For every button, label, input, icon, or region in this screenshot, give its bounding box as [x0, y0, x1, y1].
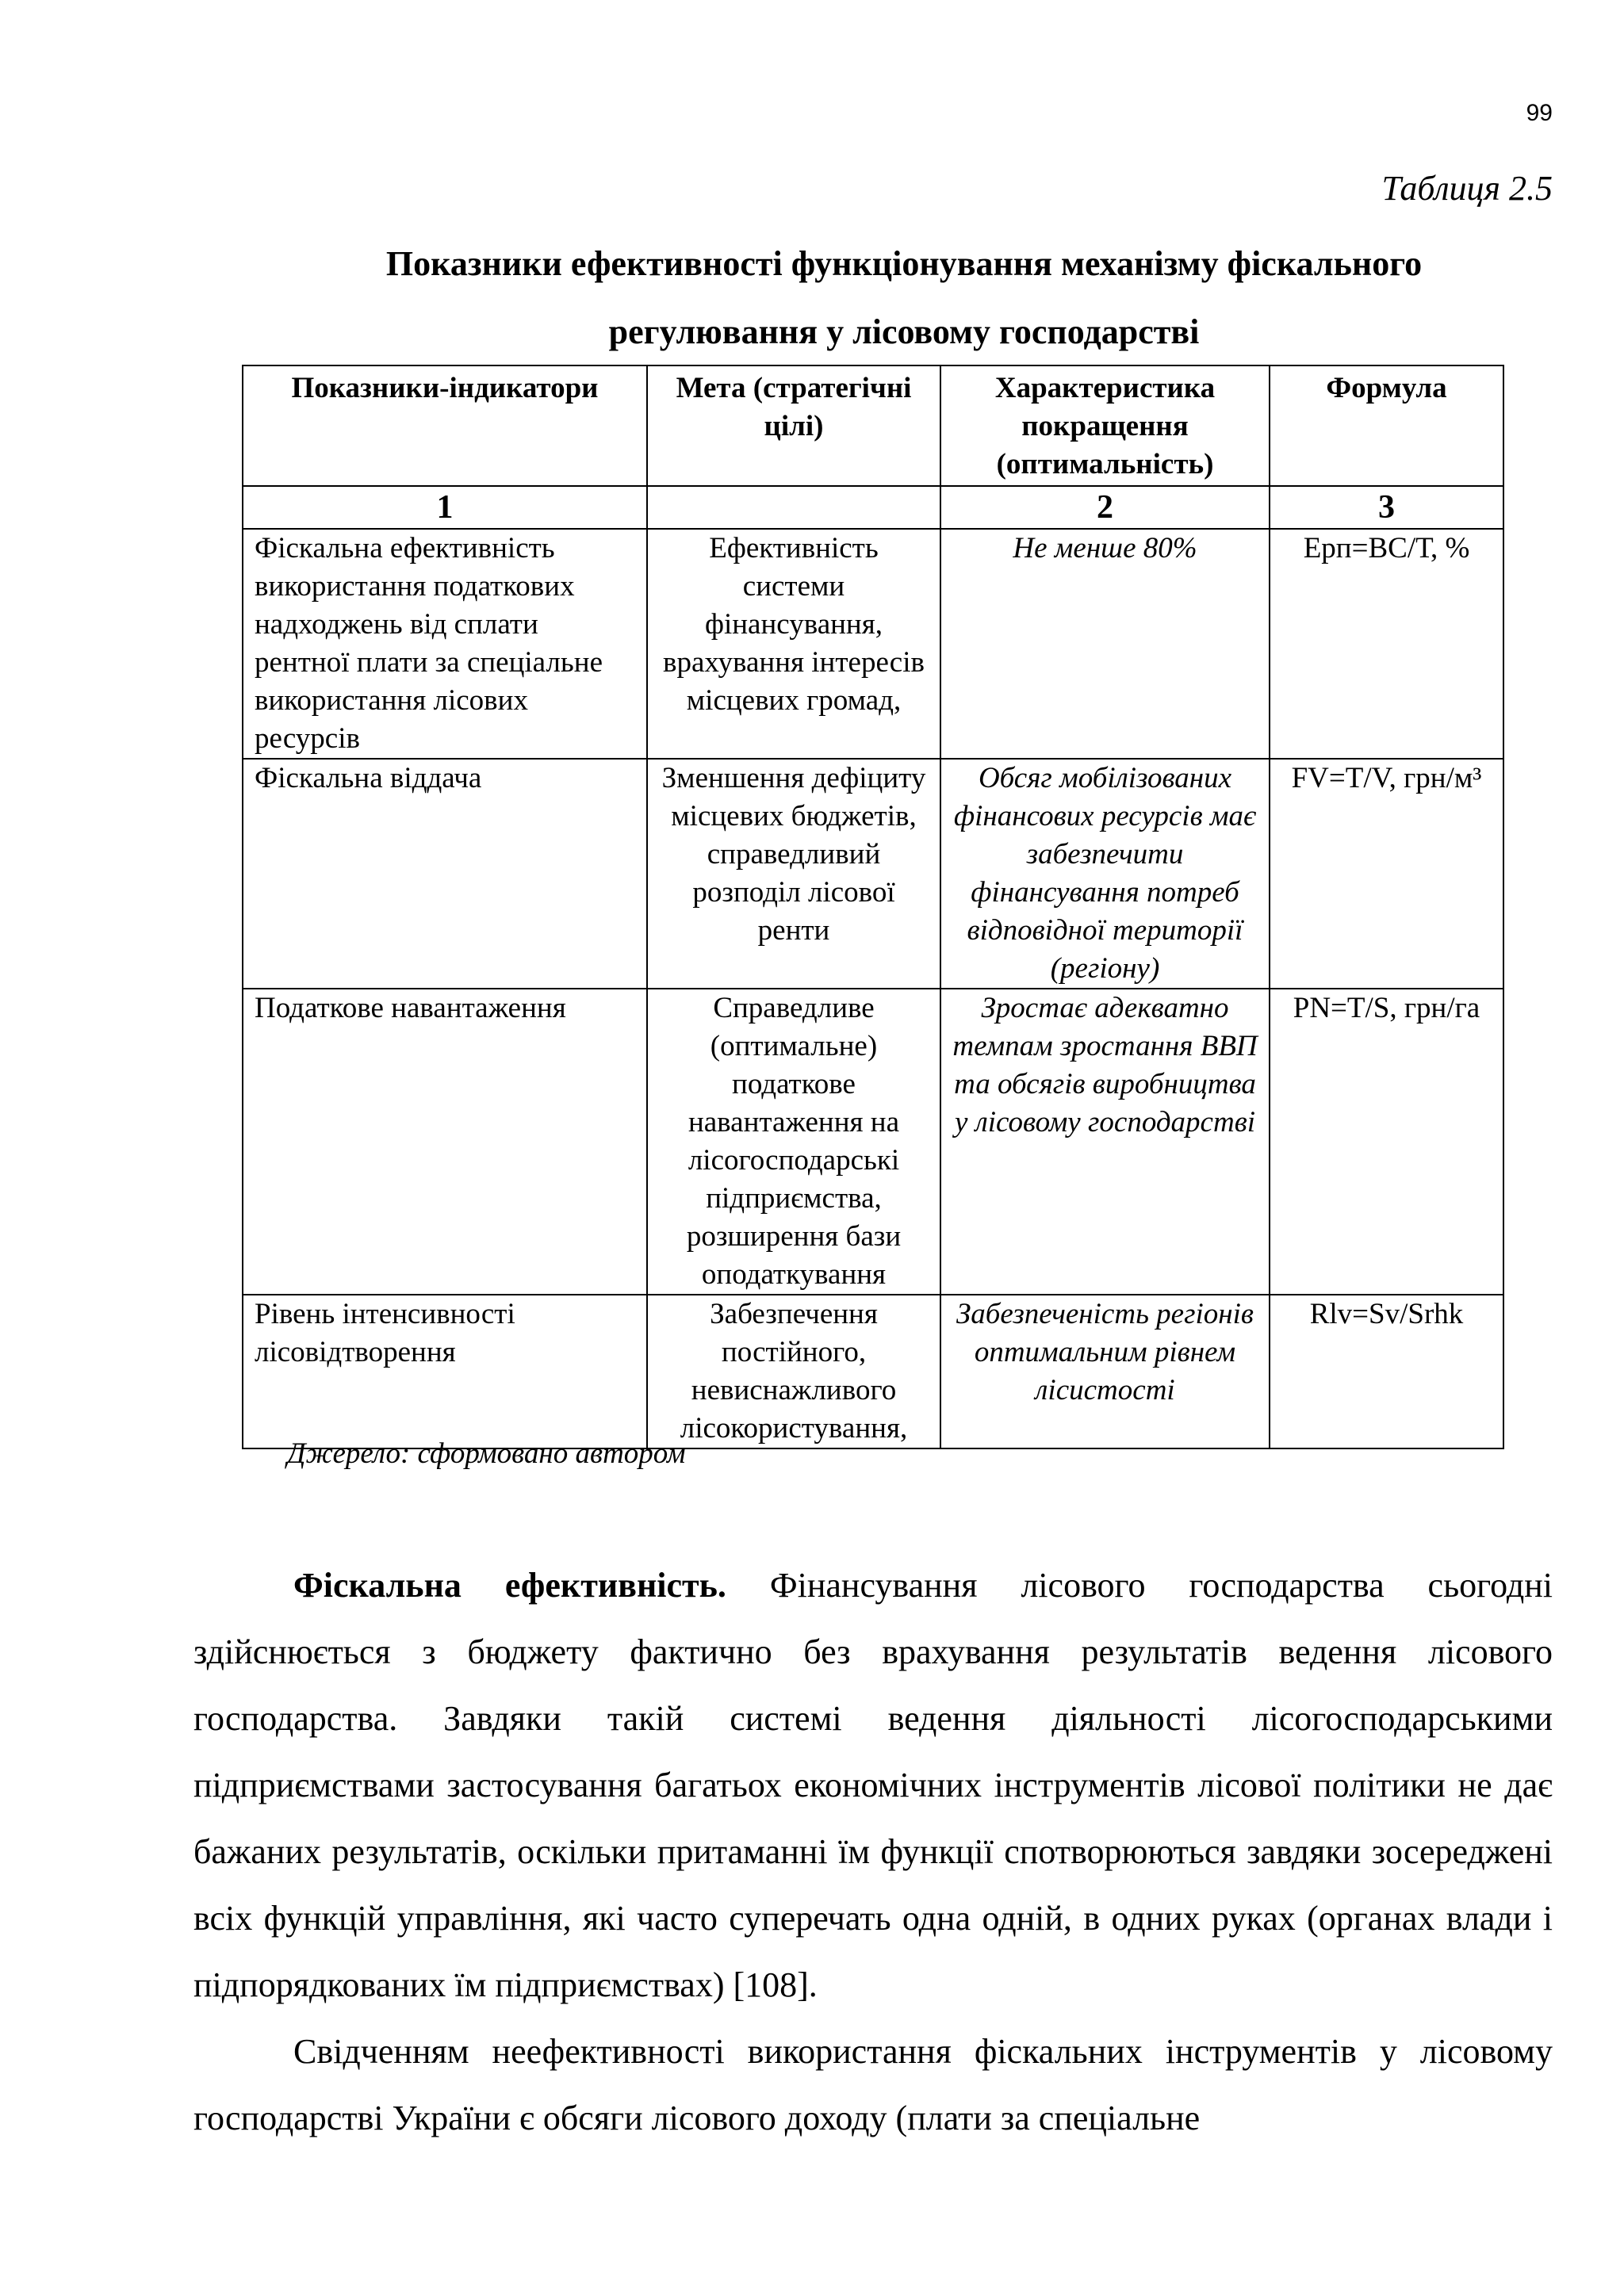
body-text [193, 1552, 1553, 2152]
paragraph [193, 1552, 1553, 2019]
indicator-cell: Рівень інтенсивності лісовідтворення [243, 1295, 647, 1448]
table-label: Таблиця 2.5 [1381, 169, 1553, 208]
table-row [243, 989, 1503, 1295]
table-title: Показники ефективності функціонування механізму фіскального регулювання у лісовому господарстві [385, 244, 1423, 351]
indicator-cell: Податкове навантаження [243, 989, 647, 1295]
column-number: 1 [243, 486, 647, 529]
table-header-row [243, 365, 1503, 486]
header-cell: Мета (стратегічні цілі) [647, 365, 940, 486]
header-cell: Характеристика покращення (оптимальність) [940, 365, 1270, 486]
page-number: 99 [1526, 100, 1553, 126]
column-number: 2 [940, 486, 1270, 529]
table-source-note: Джерело: сформовано автором [287, 1437, 686, 1470]
formula-cell: Rlv=Sv/Srhk [1270, 1295, 1503, 1448]
column-numbering-row [243, 486, 1503, 529]
column-number: 3 [1270, 486, 1503, 529]
column-number [647, 486, 940, 529]
table-row [243, 759, 1503, 989]
paragraph-text: Свідченням неефективності використання фіскальних інструментів у лісовому господарстві України є обсяги лісового доходу (плати за спеціальне [193, 2032, 1553, 2137]
characteristic-cell: Обсяг мобілізованих фінансових ресурсів має забезпечити фінансування потреб відповідної території (регіону) [940, 759, 1270, 989]
formula-cell: FV=T/V, грн/м³ [1270, 759, 1503, 989]
formula-cell: PN=T/S, грн/га [1270, 989, 1503, 1295]
characteristic-cell: Не менше 80% [940, 529, 1270, 759]
goal-cell: Справедливе (оптимальне) податкове навантаження на лісогосподарські підприємства, розширення бази оподаткування [647, 989, 940, 1295]
indicator-cell: Фіскальна віддача [243, 759, 647, 989]
formula-cell: Ерп=ВС/Т, % [1270, 529, 1503, 759]
characteristic-cell: Зростає адекватно темпам зростання ВВП та обсягів виробництва у лісовому господарстві [940, 989, 1270, 1295]
indicator-cell: Фіскальна ефективність використання податкових надходжень від сплати рентної плати за спеціальне використання лісових ресурсів [243, 529, 647, 759]
goal-cell: Ефективність системи фінансування, врахування інтересів місцевих громад, [647, 529, 940, 759]
characteristic-cell: Забезпеченість регіонів оптимальним рівнем лісистості [940, 1295, 1270, 1448]
table-row [243, 1295, 1503, 1448]
header-cell: Показники-індикатори [243, 365, 647, 486]
goal-cell: Забезпечення постійного, невиснажливого лісокористування, [647, 1295, 940, 1448]
indicators-table [242, 365, 1504, 1449]
goal-cell: Зменшення дефіциту місцевих бюджетів, справедливий розподіл лісової ренти [647, 759, 940, 989]
paragraph [193, 2019, 1553, 2152]
header-cell: Формула [1270, 365, 1503, 486]
table-row [243, 529, 1503, 759]
paragraph-text: Фінансування лісового господарства сьогодні здійснюється з бюджету фактично без врахування результатів ведення лісового господарства. Завдяки такій системі ведення діяльності лісогосподарськими підприємствами застосування багатьох економічних інструментів лісової політики не дає бажаних результатів, оскільки притаманні їм функції спотворюються завдяки зосереджені всіх функцій управління, які часто суперечать одна одній, в одних руках (органах влади і підпорядкованих їм підприємствах) [108]. [193, 1566, 1553, 2004]
paragraph-lead: Фіскальна ефективність. [293, 1566, 726, 1605]
